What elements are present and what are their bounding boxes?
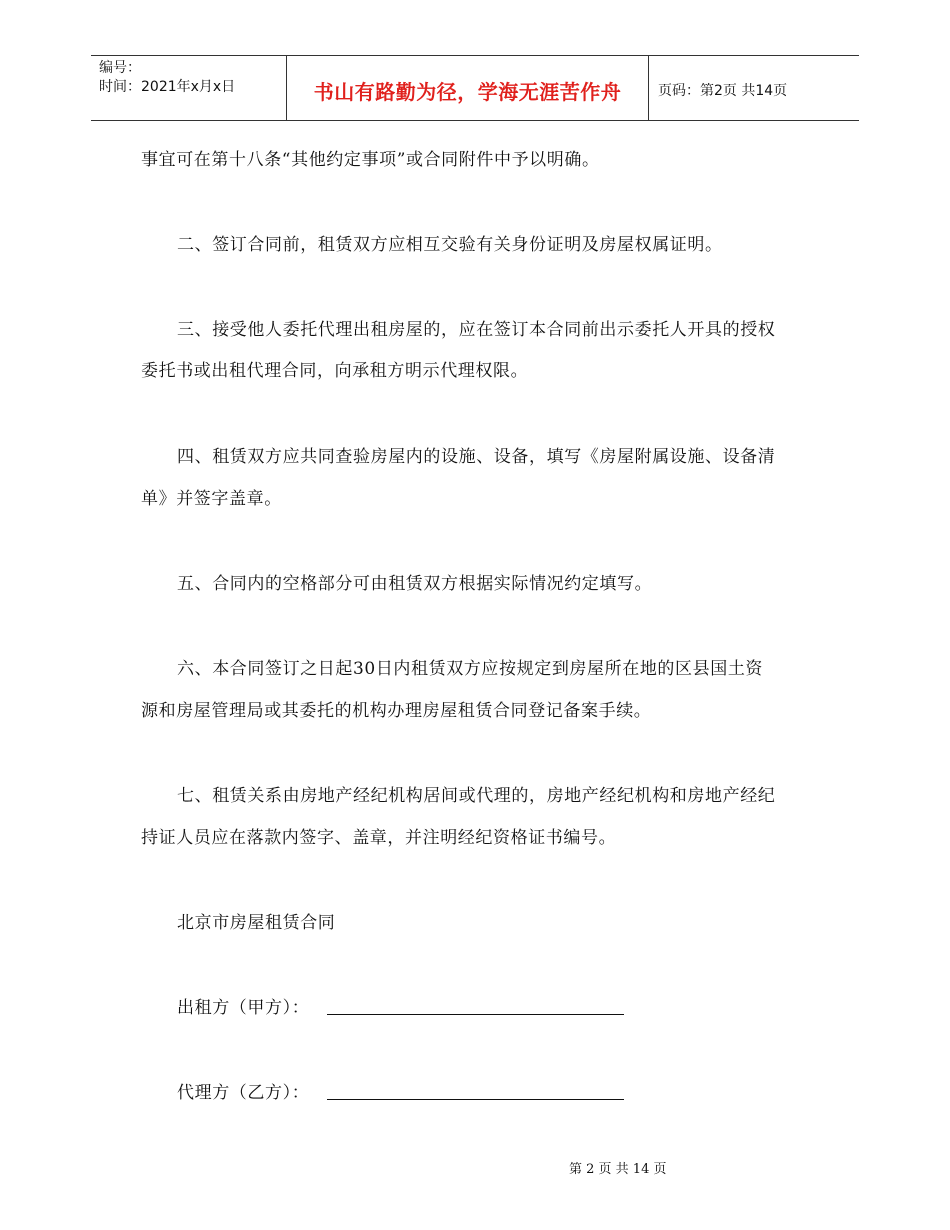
paragraph-line: 五、合同内的空格部分可由租赁双方根据实际情况约定填写。 [177,574,653,594]
motto-text: 书山有路勤为径，学海无涯苦作舟 [313,79,622,104]
paragraph-line: 七、租赁关系由房地产经纪机构居间或代理的，房地产经纪机构和房地产经纪 [177,786,776,806]
contract-title: 北京市房屋租赁合同 [177,913,336,933]
paragraph-line: 单》并签字盖章。 [141,489,282,509]
paragraph-line: 持证人员应在落款内签字、盖章，并注明经纪资格证书编号。 [141,828,617,848]
paragraph-line: 事宜可在第十八条“其他约定事项”或合同附件中予以明确。 [141,150,600,170]
page-info-text: 页码：第2页 共14页 [658,83,788,99]
paragraph-line: 四、租赁双方应共同查验房屋内的设施、设备，填写《房屋附属设施、设备清 [177,447,776,467]
lessor-label: 出租方（甲方）： [177,998,310,1018]
page-footer: 第 2 页 共 14 页 [569,1162,667,1177]
paragraph-line: 二、签订合同前，租赁双方应相互交验有关身份证明及房屋权属证明。 [177,235,723,255]
agent-blank [327,1099,624,1100]
lessor-blank [327,1014,624,1015]
agent-label: 代理方（乙方）： [177,1083,310,1103]
time-label: 时间：2021年x月x日 [99,79,236,95]
doc-number-label: 编号： [99,60,141,76]
paragraph-line: 委托书或出租代理合同，向承租方明示代理权限。 [141,361,529,381]
paragraph-line: 源和房屋管理局或其委托的机构办理房屋租赁合同登记备案手续。 [141,701,652,721]
paragraph-line: 三、接受他人委托代理出租房屋的，应在签订本合同前出示委托人开具的授权 [177,320,776,340]
paragraph-line: 六、本合同签订之日起30日内租赁双方应按规定到房屋所在地的区县国土资 [177,659,764,679]
